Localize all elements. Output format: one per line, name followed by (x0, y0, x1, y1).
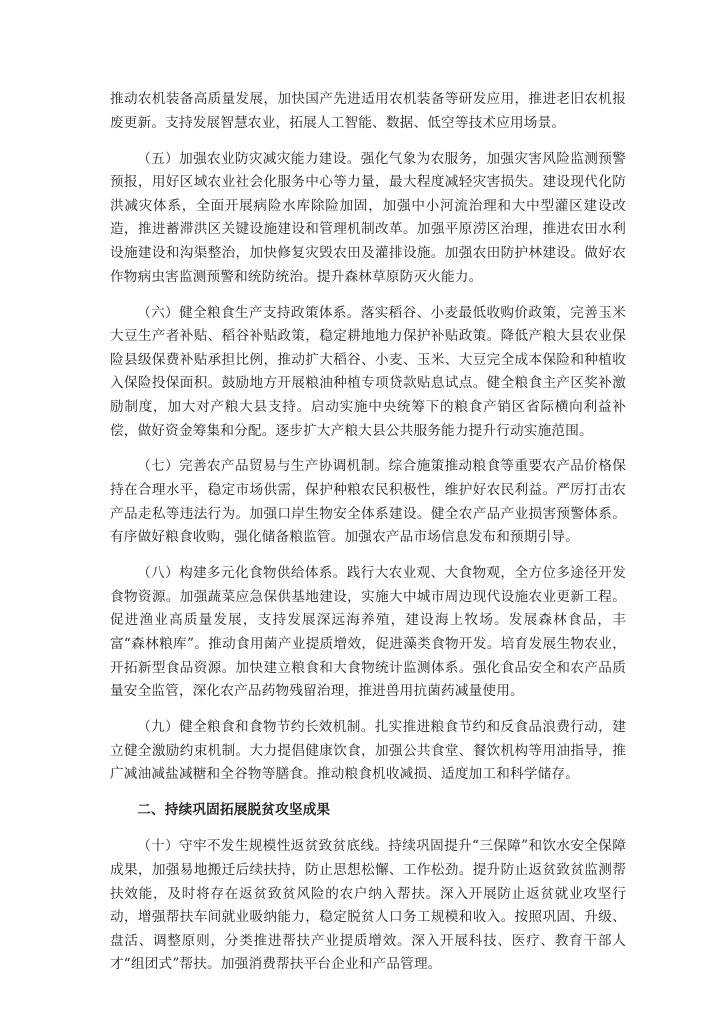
document-page (110, 88, 626, 989)
paragraph-item-6: （六）健全粮食生产支持政策体系。落实稻谷、小麦最低收购价政策，完善玉米大豆生产者补贴、稻谷补贴政策，稳定耕地地力保护补贴政策。降低产粮大县农业保险县级保费补贴承担比例，推动扩大稻谷、小麦、玉米、大豆完全成本保险和种植收入保险投保面积。鼓励地方开展粮油种植专项贷款贴息试点。健全粮食主产区奖补激励制度，加大对产粮大县支持。启动实施中央统筹下的粮食产销区省际横向利益补偿，做好资金筹集和分配。逐步扩大产粮大县公共服务能力提升行动实施范围。 (110, 304, 626, 439)
paragraph-item-10: （十）守牢不发生规模性返贫致贫底线。持续巩固提升“三保障”和饮水安全保障成果，加强易地搬迁后续扶持，防止思想松懈、工作松劲。提升防止返贫致贫监测帮扶效能，及时将存在返贫致贫风险的农户纳入帮扶。深入开展防止返贫就业攻坚行动，增强帮扶车间就业吸纳能力，稳定脱贫人口务工规模和收入。按照巩固、升级、盘活、调整原则，分类推进帮扶产业提质增效。深入开展科技、医疗、教育干部人才“组团式”帮扶。加强消费帮扶平台企业和产品管理。 (110, 838, 626, 973)
paragraph-item-9: （九）健全粮食和食物节约长效机制。扎实推进粮食节约和反食品浪费行动，建立健全激励约束机制。大力提倡健康饮食，加强公共食堂、餐饮机构等用油指导，推广减油减盐减糖和全谷物等膳食。推动粮食机收减损、适度加工和科学储存。 (110, 719, 626, 783)
paragraph-item-7: （七）完善农产品贸易与生产协调机制。综合施策推动粮食等重要农产品价格保持在合理水平，稳定市场供需，保护种粮农民积极性，维护好农民利益。严厉打击农产品走私等违法行为。加强口岸生物安全体系建设。健全农产品产业损害预警体系。有序做好粮食收购，强化储备粮监管。加强农产品市场信息发布和预期引导。 (110, 458, 626, 546)
paragraph-continuation: 推动农机装备高质量发展，加快国产先进适用农机装备等研发应用，推进老旧农机报废更新。支持发展智慧农业，拓展人工智能、数据、低空等技术应用场景。 (110, 91, 626, 131)
section-heading: 二、持续巩固拓展脱贫攻坚成果 (137, 802, 331, 819)
paragraph-item-8: （八）构建多元化食物供给体系。践行大农业观、大食物观，全方位多途径开发食物资源。加强蔬菜应急保供基地建设，实施大中城市周边现代设施农业更新工程。促进渔业高质量发展，支持发展深远海养殖，建设海上牧场。发展森林食品，丰富“森林粮库”。推动食用菌产业提质增效，促进藻类食物开发。培育发展生物农业，开拓新型食品资源。加快建立粮食和大食物统计监测体系。强化食品安全和农产品质量安全监管，深化农产品药物残留治理，推进兽用抗菌药减量使用。 (110, 565, 626, 700)
paragraph-item-5: （五）加强农业防灾减灾能力建设。强化气象为农服务，加强灾害风险监测预警预报，用好区域农业社会化服务中心等力量，最大程度减轻灾害损失。建设现代化防洪减灾体系，全面开展病险水库除险加固，加强中小河流治理和大中型灌区建设改造，推进蓄滞洪区关键设施建设和管理机制改革。加强平原涝区治理，推进农田水利设施建设和沟渠整治，加快修复灾毁农田及灌排设施。加强农田防护林建设。做好农作物病虫害监测预警和统防统治。提升森林草原防灭火能力。 (110, 150, 626, 285)
